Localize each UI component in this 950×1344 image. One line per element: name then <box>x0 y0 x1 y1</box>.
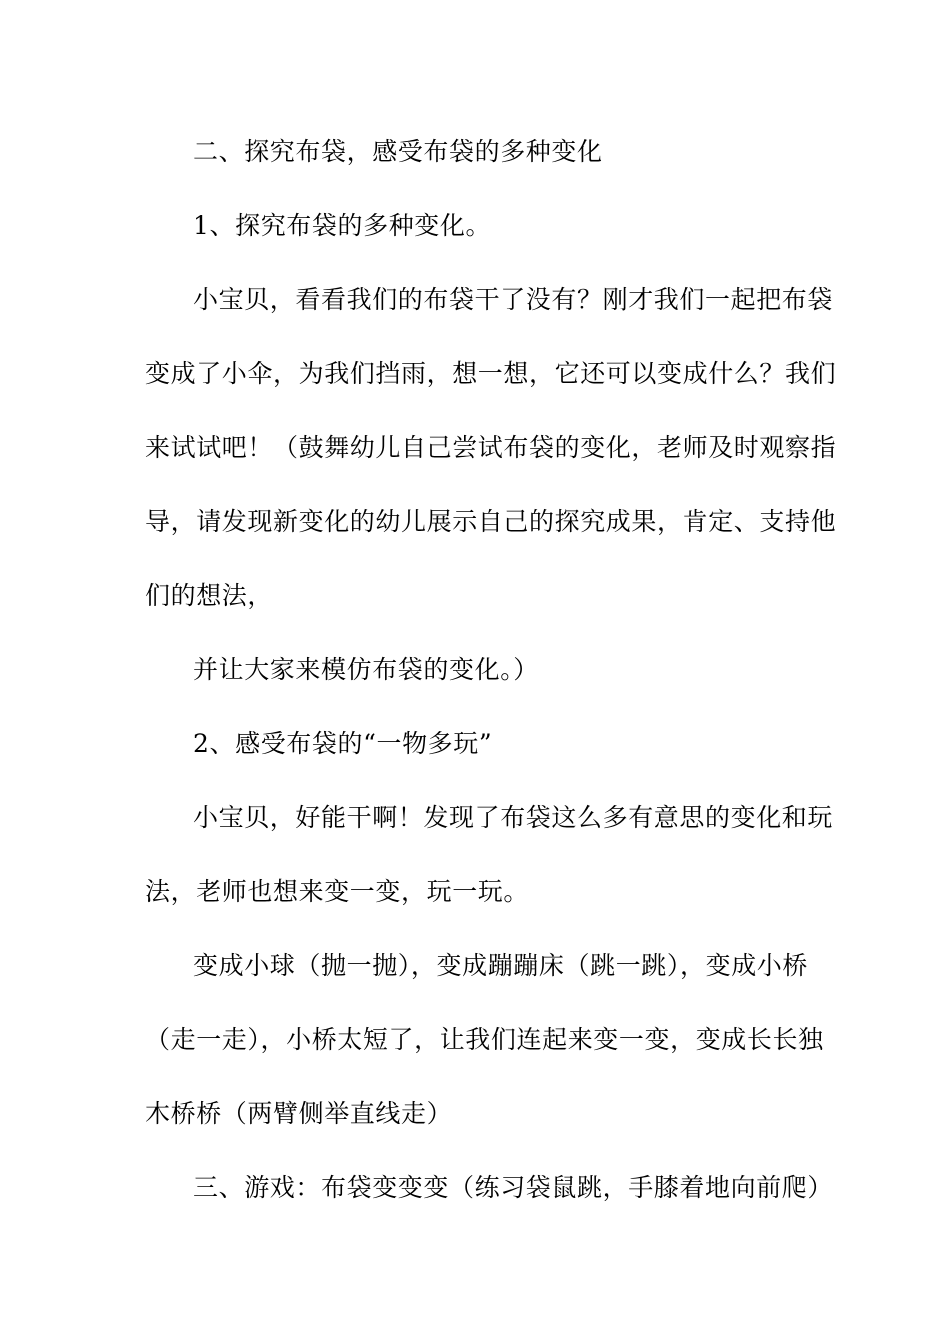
paragraph-line: （走一走），小桥太短了，让我们连起来变一变，变成长长独 <box>145 1025 824 1054</box>
paragraph-line: 来试试吧！（鼓舞幼儿自己尝试布袋的变化，老师及时观察指 <box>145 433 837 462</box>
section-heading-2: 二、探究布袋，感受布袋的多种变化 <box>193 137 603 166</box>
paragraph-line: 们的想法， <box>145 581 274 610</box>
paragraph-line: 小宝贝，看看我们的布袋干了没有？刚才我们一起把布袋 <box>193 285 834 314</box>
subheading-2: 2、感受布袋的“一物多玩” <box>193 729 493 758</box>
paragraph-line: 法，老师也想来变一变，玩一玩。 <box>145 877 530 906</box>
paragraph-line: 变成小球（抛一抛），变成蹦蹦床（跳一跳），变成小桥 <box>193 951 809 980</box>
paragraph-line: 导，请发现新变化的幼儿展示自己的探究成果，肯定、支持他 <box>145 507 837 536</box>
paragraph-line: 小宝贝，好能干啊！发现了布袋这么多有意思的变化和玩 <box>193 803 834 832</box>
paragraph-line: 木桥桥（两臂侧举直线走） <box>145 1099 453 1128</box>
paragraph-line: 变成了小伞，为我们挡雨，想一想，它还可以变成什么？我们 <box>145 359 837 388</box>
paragraph-line: 并让大家来模仿布袋的变化。） <box>193 655 539 684</box>
subheading-1: 1、探究布袋的多种变化。 <box>193 211 492 240</box>
section-heading-3: 三、游戏：布袋变变变（练习袋鼠跳，手膝着地向前爬） <box>193 1173 834 1202</box>
